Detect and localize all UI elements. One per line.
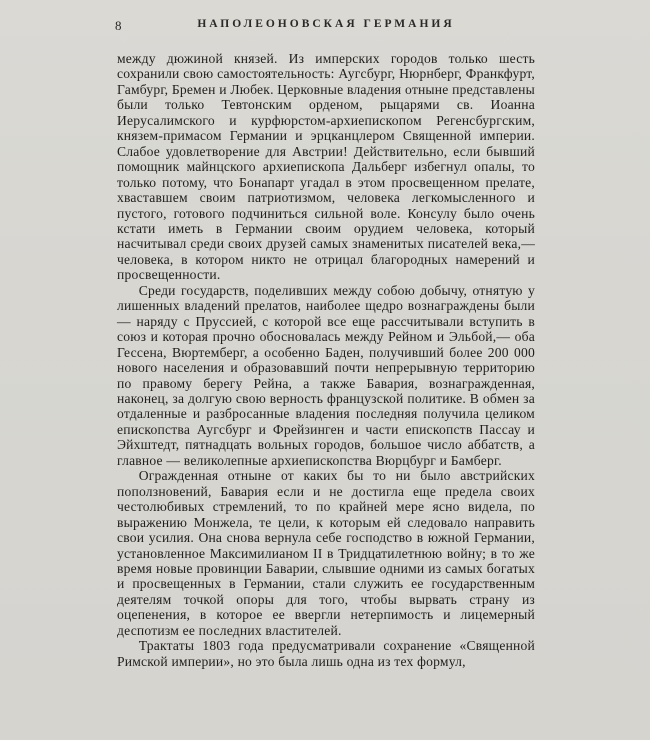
page-number: 8	[115, 18, 123, 33]
paragraph-3: Огражденная отныне от каких бы то ни было австрийских поползновений, Бавария если и не достигла еще предела своих честолюбивых стремлений, то по крайней мере ясно видела, по выражению Монжела, те цели, к которым ей следовало направить свои усилия. Она снова вернула себе господство в южной Германии, установленное Максимилианом II в Тридцатилетнюю войну; в то же время новые провинции Баварии, слывшие одними из самых богатых и просвещенных в Германии, стали служить ее государственным деятелям точкой опоры для того, чтобы вырвать страну из оцепенения, в которое ее ввергли нетерпимость и лицемерный деспотизм ее последних властителей.	[117, 468, 535, 638]
running-header: НАПОЛЕОНОВСКАЯ ГЕРМАНИЯ	[197, 18, 455, 30]
paragraph-2: Среди государств, поделивших между собою добычу, отнятую у лишенных владений прелатов, наиболее щедро вознаграждены были — наряду с Пруссией, с которой все еще рассчитывали вступить в союз и которая прочно обосновалась между Рейном и Эльбой,— оба Гессена, Вюртемберг, а особенно Баден, получивший более 200 000 нового населения и образовавший почти непрерывную территорию по правому берегу Рейна, а также Бавария, вознагражденная, наконец, за долгую свою верность французской политике. В обмен за отдаленные и разбросанные владения последняя получила целиком епископства Аугсбург и Фрейзинген и части епископств Пассау и Эйхштедт, пятнадцать вольных городов, большое число аббатств, а главное — великолепные архиепископства Вюрцбург и Бамберг.	[117, 282, 535, 468]
paragraph-1: между дюжиной князей. Из имперских городов только шесть сохранили свою самостоятельность: Аугсбург, Нюрнберг, Франкфурт, Гамбург, Бремен и Любек. Церковные владения отныне представлены были только Тевтонским орденом, рыцарями св. Иоанна Иерусалимского и курфюрстом-архиепископом Регенсбургским, князем-примасом Германии и эрцканцлером Священной империи. Слабое удовлетворение для Австрии! Действительно, если бывший помощник майнцского архиепископа Дальберг избегнул опалы, то только потому, что Бонапарт угадал в этом просвещенном прелате, хваставшем своим патриотизмом, человека легкомысленного и пустого, готового подчиниться сильной воле. Консулу было очень кстати иметь в Германии своим орудием человека, который насчитывал среди своих друзей самых знаменитых писателей века,— человека, в котором никто не отрицал благородных намерений и просвещенности.	[117, 51, 535, 283]
text-column	[117, 18, 535, 669]
page-header-row	[117, 18, 535, 34]
text-block	[117, 51, 535, 669]
paragraph-4: Трактаты 1803 года предусматривали сохранение «Священной Римской империи», но это была лишь одна из тех формул,	[117, 638, 535, 669]
